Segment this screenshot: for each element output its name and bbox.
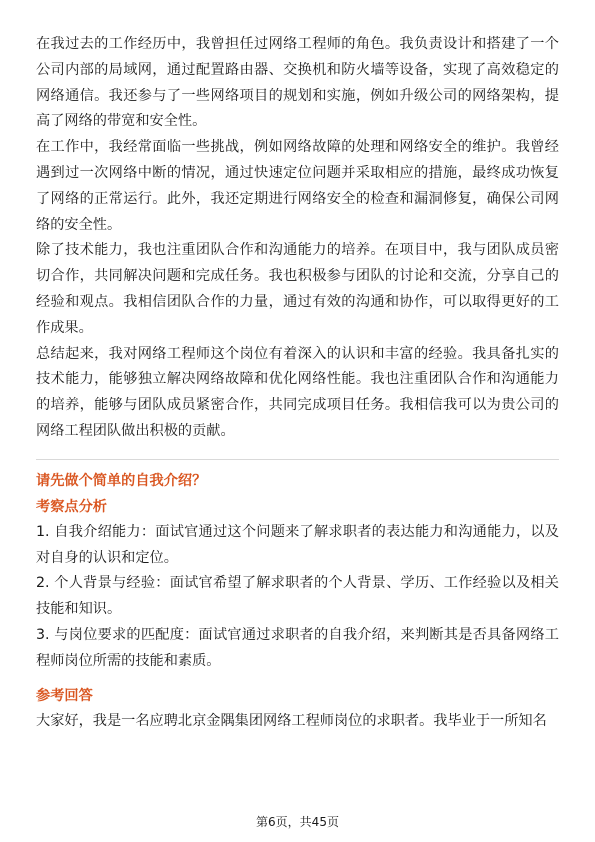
- analysis-point: 1. 自我介绍能力：面试官通过这个问题来了解求职者的表达能力和沟通能力，以及对自身的认识和定位。: [36, 523, 559, 566]
- document-page: [36, 32, 559, 734]
- analysis-list: [36, 520, 559, 675]
- page-number: 第6页，共45页: [256, 815, 339, 829]
- answer-text: 大家好，我是一名应聘北京金隅集团网络工程师岗位的求职者。我毕业于一所知名: [36, 712, 547, 729]
- paragraph: 总结起来，我对网络工程师这个岗位有着深入的认识和丰富的经验。我具备扎实的技术能力，能够独立解决网络故障和优化网络性能。我也注重团队合作和沟通能力的培养，能够与团队成员紧密合作，共同完成项目任务。我相信我可以为贵公司的网络工程团队做出积极的贡献。: [36, 345, 559, 439]
- paragraph: 在我过去的工作经历中，我曾担任过网络工程师的角色。我负责设计和搭建了一个公司内部的局域网，通过配置路由器、交换机和防火墙等设备，实现了高效稳定的网络通信。我还参与了一些网络项目的规划和实施，例如升级公司的网络架构，提高了网络的带宽和安全性。: [36, 36, 559, 130]
- analysis-point: 3. 与岗位要求的匹配度：面试官通过求职者的自我介绍，来判断其是否具备网络工程师岗位所需的技能和素质。: [36, 626, 559, 669]
- paragraph: 在工作中，我经常面临一些挑战，例如网络故障的处理和网络安全的维护。我曾经遇到过一次网络中断的情况，通过快速定位问题并采取相应的措施，最终成功恢复了网络的正常运行。此外，我还定期进行网络安全的检查和漏洞修复，确保公司网络的安全性。: [36, 139, 559, 233]
- analysis-heading: 考察点分析: [36, 498, 107, 515]
- section-divider: [36, 459, 559, 460]
- analysis-point: 2. 个人背景与经验：面试官希望了解求职者的个人背景、学历、工作经验以及相关技能和知识。: [36, 575, 559, 618]
- question-title: 请先做个简单的自我介绍？: [36, 472, 207, 489]
- answer-heading: 参考回答: [36, 687, 93, 704]
- paragraph: 除了技术能力，我也注重团队合作和沟通能力的培养。在项目中，我与团队成员密切合作，共同解决问题和完成任务。我也积极参与团队的讨论和交流，分享自己的经验和观点。我相信团队合作的力量，通过有效的沟通和协作，可以取得更好的工作成果。: [36, 242, 559, 336]
- experience-section: [36, 32, 559, 445]
